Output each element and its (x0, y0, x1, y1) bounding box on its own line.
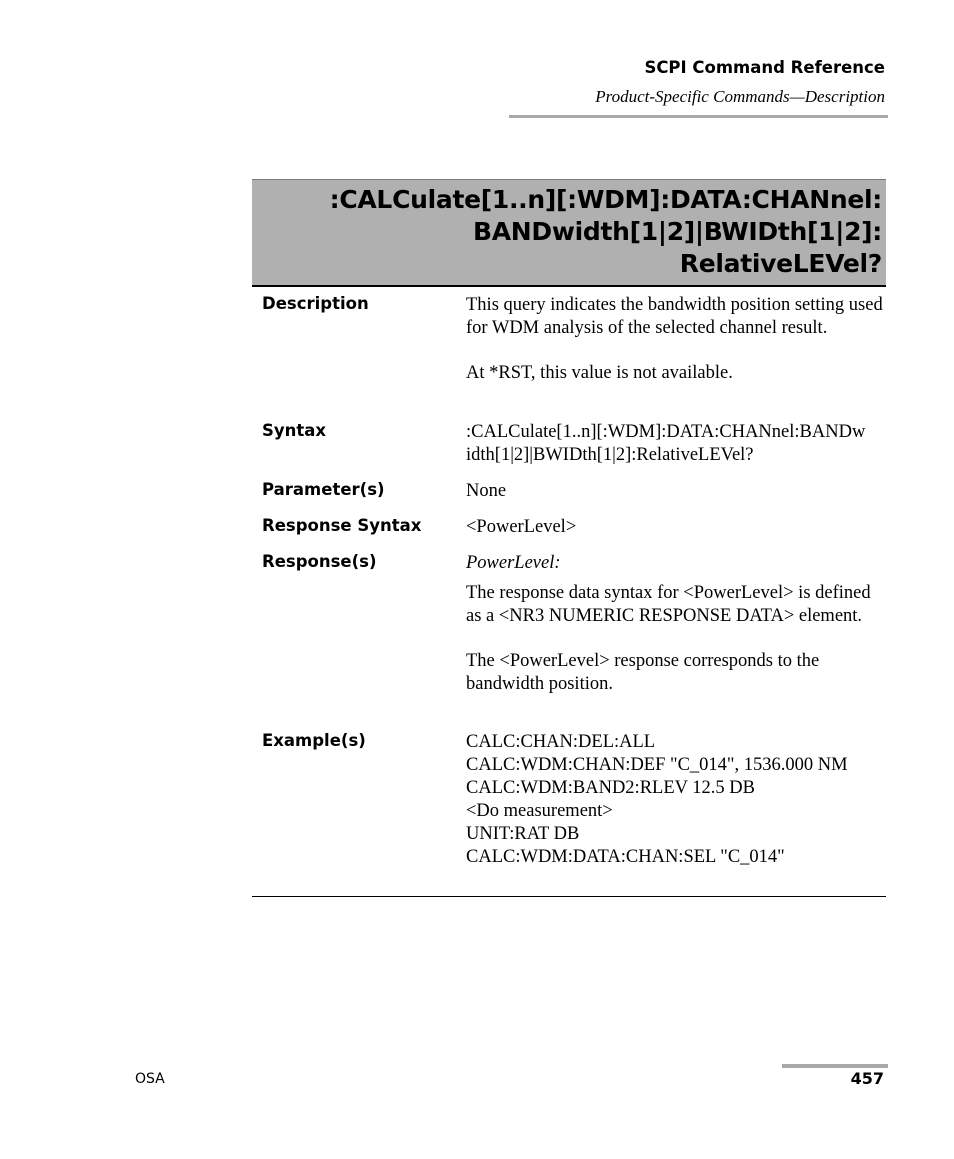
example-line: UNIT:RAT DB (466, 824, 580, 844)
response-syntax-value: <PowerLevel> (466, 517, 577, 537)
examples-value (466, 731, 886, 869)
description-label: Description (262, 294, 369, 313)
table-bottom-rule (252, 896, 886, 897)
responses-text-1: The response data syntax for <PowerLevel> is defined as a <NR3 NUMERIC RESPONSE DATA> element. (466, 583, 871, 626)
responses-label: Response(s) (262, 552, 377, 571)
example-line: CALC:WDM:CHAN:DEF "C_014", 1536.000 NM (466, 755, 848, 775)
syntax-line-2: idth[1|2]|BWIDth[1|2]:RelativeLEVel? (466, 445, 754, 465)
example-line: CALC:WDM:DATA:CHAN:SEL "C_014" (466, 847, 785, 867)
responses-text-2: The <PowerLevel> response corresponds to the bandwidth position. (466, 651, 820, 694)
responses-name: PowerLevel: (466, 553, 561, 573)
command-title-box (252, 179, 886, 287)
parameters-value: None (466, 481, 507, 501)
header-title: SCPI Command Reference (644, 58, 885, 77)
syntax-label: Syntax (262, 421, 327, 440)
example-line: <Do measurement> (466, 801, 613, 821)
parameters-label: Parameter(s) (262, 480, 385, 499)
footer-product: OSA (135, 1071, 165, 1087)
syntax-value (466, 421, 886, 467)
response-syntax-label: Response Syntax (262, 516, 422, 535)
command-title-line-1: :CALCulate[1..n][:WDM]:DATA:CHANnel: (329, 185, 882, 214)
footer-rule (782, 1064, 888, 1068)
command-title-line-3: RelativeLEVel? (679, 249, 882, 278)
example-line: CALC:WDM:BAND2:RLEV 12.5 DB (466, 778, 755, 798)
description-value (466, 294, 886, 385)
header-subtitle: Product-Specific Commands—Description (595, 87, 885, 106)
examples-label: Example(s) (262, 731, 366, 750)
responses-value (466, 552, 886, 696)
syntax-line-1: :CALCulate[1..n][:WDM]:DATA:CHANnel:BANDw (466, 422, 866, 442)
description-text: This query indicates the bandwidth position setting used for WDM analysis of the selected channel result. (466, 295, 883, 338)
header-rule (509, 115, 888, 118)
command-title-line-2: BANDwidth[1|2]|BWIDth[1|2]: (472, 217, 882, 246)
example-line: CALC:CHAN:DEL:ALL (466, 732, 656, 752)
description-rst-text: At *RST, this value is not available. (466, 363, 733, 383)
page-number: 457 (850, 1069, 884, 1088)
